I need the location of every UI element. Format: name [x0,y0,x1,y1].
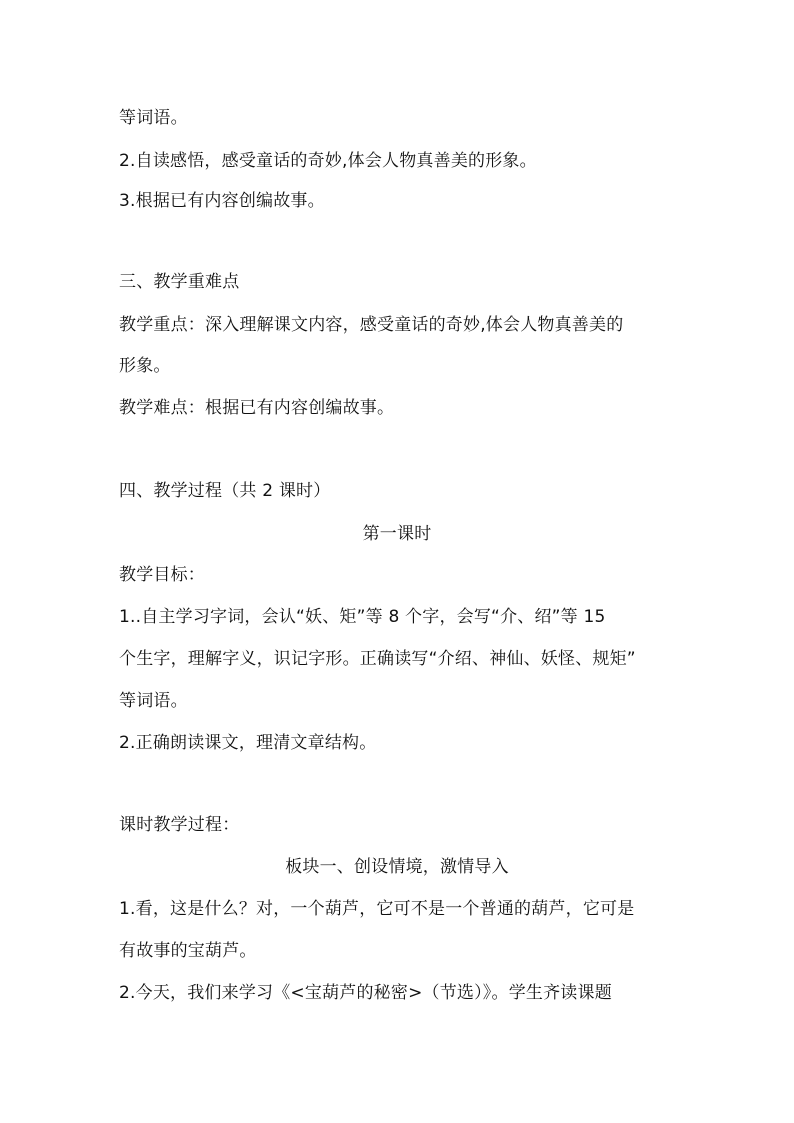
text-line: 2.自读感悟，感受童话的奇妙,体会人物真善美的形象。 [119,151,537,171]
section-heading: 三、教学重难点 [119,272,240,292]
text-line: 2.今天，我们来学习《<宝葫芦的秘密>（节选）》。学生齐读课题 [119,983,612,1003]
text-line: 1.看，这是什么？对，一个葫芦，它可不是一个普通的葫芦，它可是 [119,899,635,919]
text-line: 3.根据已有内容创编故事。 [119,191,325,211]
text-line: 等词语。 [119,108,188,128]
subsection-title: 第一课时 [362,524,432,544]
text-line: 形象。 [119,356,171,376]
section-heading: 四、教学过程（共 2 课时） [119,481,331,501]
block-title: 板块一、创设情境，激情导入 [285,857,509,877]
text-line: 等词语。 [119,691,188,711]
text-line: 教学重点：深入理解课文内容，感受童话的奇妙,体会人物真善美的 [119,315,624,335]
text-line: 个生字，理解字义，识记字形。正确读写“介绍、神仙、妖怪、规矩” [119,649,636,669]
text-line: 有故事的宝葫芦。 [119,941,257,961]
text-line: 课时教学过程： [119,815,240,835]
text-line: 教学目标： [119,565,205,585]
text-line: 1..自主学习字词，会认“妖、矩”等 8 个字，会写“介、绍”等 15 [119,607,606,627]
text-line: 2.正确朗读课文，理清文章结构。 [119,733,377,753]
text-line: 教学难点：根据已有内容创编故事。 [119,398,395,418]
